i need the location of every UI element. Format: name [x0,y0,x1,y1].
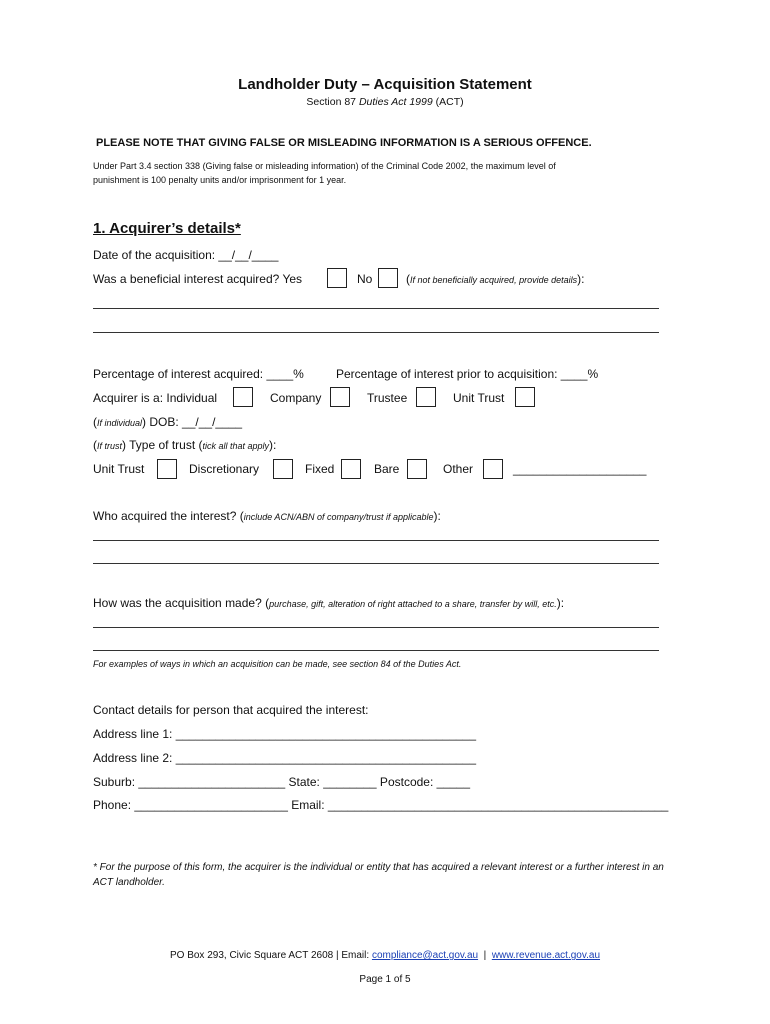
how-acquired-line-1[interactable] [93,627,659,628]
warning-detail-line-2: punishment is 100 penalty units and/or imprisonment for 1 year. [93,175,347,185]
who-acquired-question [93,509,441,523]
how-acquired-line-2[interactable] [93,650,659,651]
acquirer-trustee-checkbox[interactable] [416,387,436,407]
acquirer-unit-trust-checkbox[interactable] [515,387,535,407]
dob-note: If individual [97,418,143,428]
who-note: include ACN/ABN of company/trust if applicable [243,512,434,522]
who-close: ): [433,509,441,523]
acquirer-trustee-label: Trustee [367,391,408,405]
subtitle-jurisdiction: (ACT) [435,96,464,108]
offence-warning: PLEASE NOTE THAT GIVING FALSE OR MISLEADING INFORMATION IS A SERIOUS OFFENCE. [96,137,592,149]
how-note: purchase, gift, alteration of right attached to a share, transfer by will, etc. [269,599,557,609]
trust-type-other-field[interactable]: ____________________ [513,462,647,476]
acquirer-individual-checkbox[interactable] [233,387,253,407]
trust-type-unit-label: Unit Trust [93,462,145,476]
trust-note: If trust [97,441,123,451]
beneficial-no-label: No [357,272,373,286]
trust-type-question [93,438,276,452]
footer-address: PO Box 293, Civic Square ACT 2608 | Email: [169,950,370,961]
how-close: ): [556,596,565,610]
dob-open: ( [93,415,97,429]
beneficial-note-close: ): [577,272,585,286]
footer-email-link[interactable]: compliance@act.gov.au [371,950,479,961]
trust-close: ): [269,438,277,452]
trust-type-other-label: Other [443,462,474,476]
acquirer-definition-footnote: * For the purpose of this form, the acquirer is the individual or entity that has acquired a relevant interest or a further interest in an ACT landholder. [93,862,664,888]
section-heading-acquirer: 1. Acquirer’s details* [93,220,241,237]
how-label: How was the acquisition made? ( [93,596,270,610]
subtitle-section: Section 87 [306,96,357,108]
acquirer-company-label: Company [270,391,322,405]
page-number: Page 1 of 5 [359,974,411,985]
trust-tick-note: tick all that apply [202,441,270,451]
percentage-acquired-field[interactable]: Percentage of interest acquired: ____% [93,367,304,381]
contact-details-heading: Contact details for person that acquired the interest: [93,703,369,717]
acquisition-date-field[interactable]: Date of the acquisition: __/__/____ [93,248,279,262]
form-title: Landholder Duty – Acquisition Statement [238,76,532,93]
beneficial-no-checkbox[interactable] [378,268,398,288]
acquirer-type-label: Acquirer is a: Individual [93,391,218,405]
who-label: Who acquired the interest? ( [93,509,244,523]
beneficial-details-line-2[interactable] [93,332,659,333]
trust-type-fixed-label: Fixed [305,462,335,476]
phone-email-field[interactable]: Phone: _______________________ Email: ___________________________________________________ [93,798,669,812]
trust-type-bare-label: Bare [374,462,400,476]
subtitle-act: Duties Act 1999 [358,96,433,108]
trust-label: ) Type of trust ( [122,438,203,452]
trust-open: ( [93,438,97,452]
beneficial-note [406,272,584,286]
footer-website-link[interactable]: www.revenue.act.gov.au [491,950,601,961]
form-subtitle [0,96,770,108]
beneficial-interest-question: Was a beneficial interest acquired? Yes [93,272,303,286]
warning-detail-line-1: Under Part 3.4 section 338 (Giving false or misleading information) of the Criminal Code 2002, the maximum level of [93,161,556,171]
beneficial-yes-checkbox[interactable] [327,268,347,288]
acquirer-unit-trust-label: Unit Trust [453,391,505,405]
trust-type-discretionary-checkbox[interactable] [273,459,293,479]
trust-type-discretionary-label: Discretionary [189,462,260,476]
beneficial-note-open: ( [406,272,410,286]
address-line-2-field[interactable]: Address line 2: _____________________________________________ [93,751,477,765]
address-line-1-field[interactable]: Address line 1: _____________________________________________ [93,727,477,741]
acquisition-examples-note: For examples of ways in which an acquisition can be made, see section 84 of the Duties Act. [93,659,462,669]
acquirer-company-checkbox[interactable] [330,387,350,407]
dob-field[interactable] [93,415,242,429]
trust-type-bare-checkbox[interactable] [407,459,427,479]
who-acquired-line-2[interactable] [93,563,659,564]
trust-type-fixed-checkbox[interactable] [341,459,361,479]
beneficial-note-text: If not beneficially acquired, provide details [410,275,578,285]
suburb-state-postcode-field[interactable]: Suburb: ______________________ State: ________ Postcode: _____ [93,775,471,789]
page-footer [0,950,770,961]
who-acquired-line-1[interactable] [93,540,659,541]
how-acquired-question [93,596,564,610]
percentage-prior-field[interactable]: Percentage of interest prior to acquisition: ____% [336,367,599,381]
trust-type-unit-checkbox[interactable] [157,459,177,479]
beneficial-details-line-1[interactable] [93,308,659,309]
footer-separator: | [483,950,487,961]
trust-type-other-checkbox[interactable] [483,459,503,479]
dob-label: ) DOB: __/__/____ [142,415,243,429]
